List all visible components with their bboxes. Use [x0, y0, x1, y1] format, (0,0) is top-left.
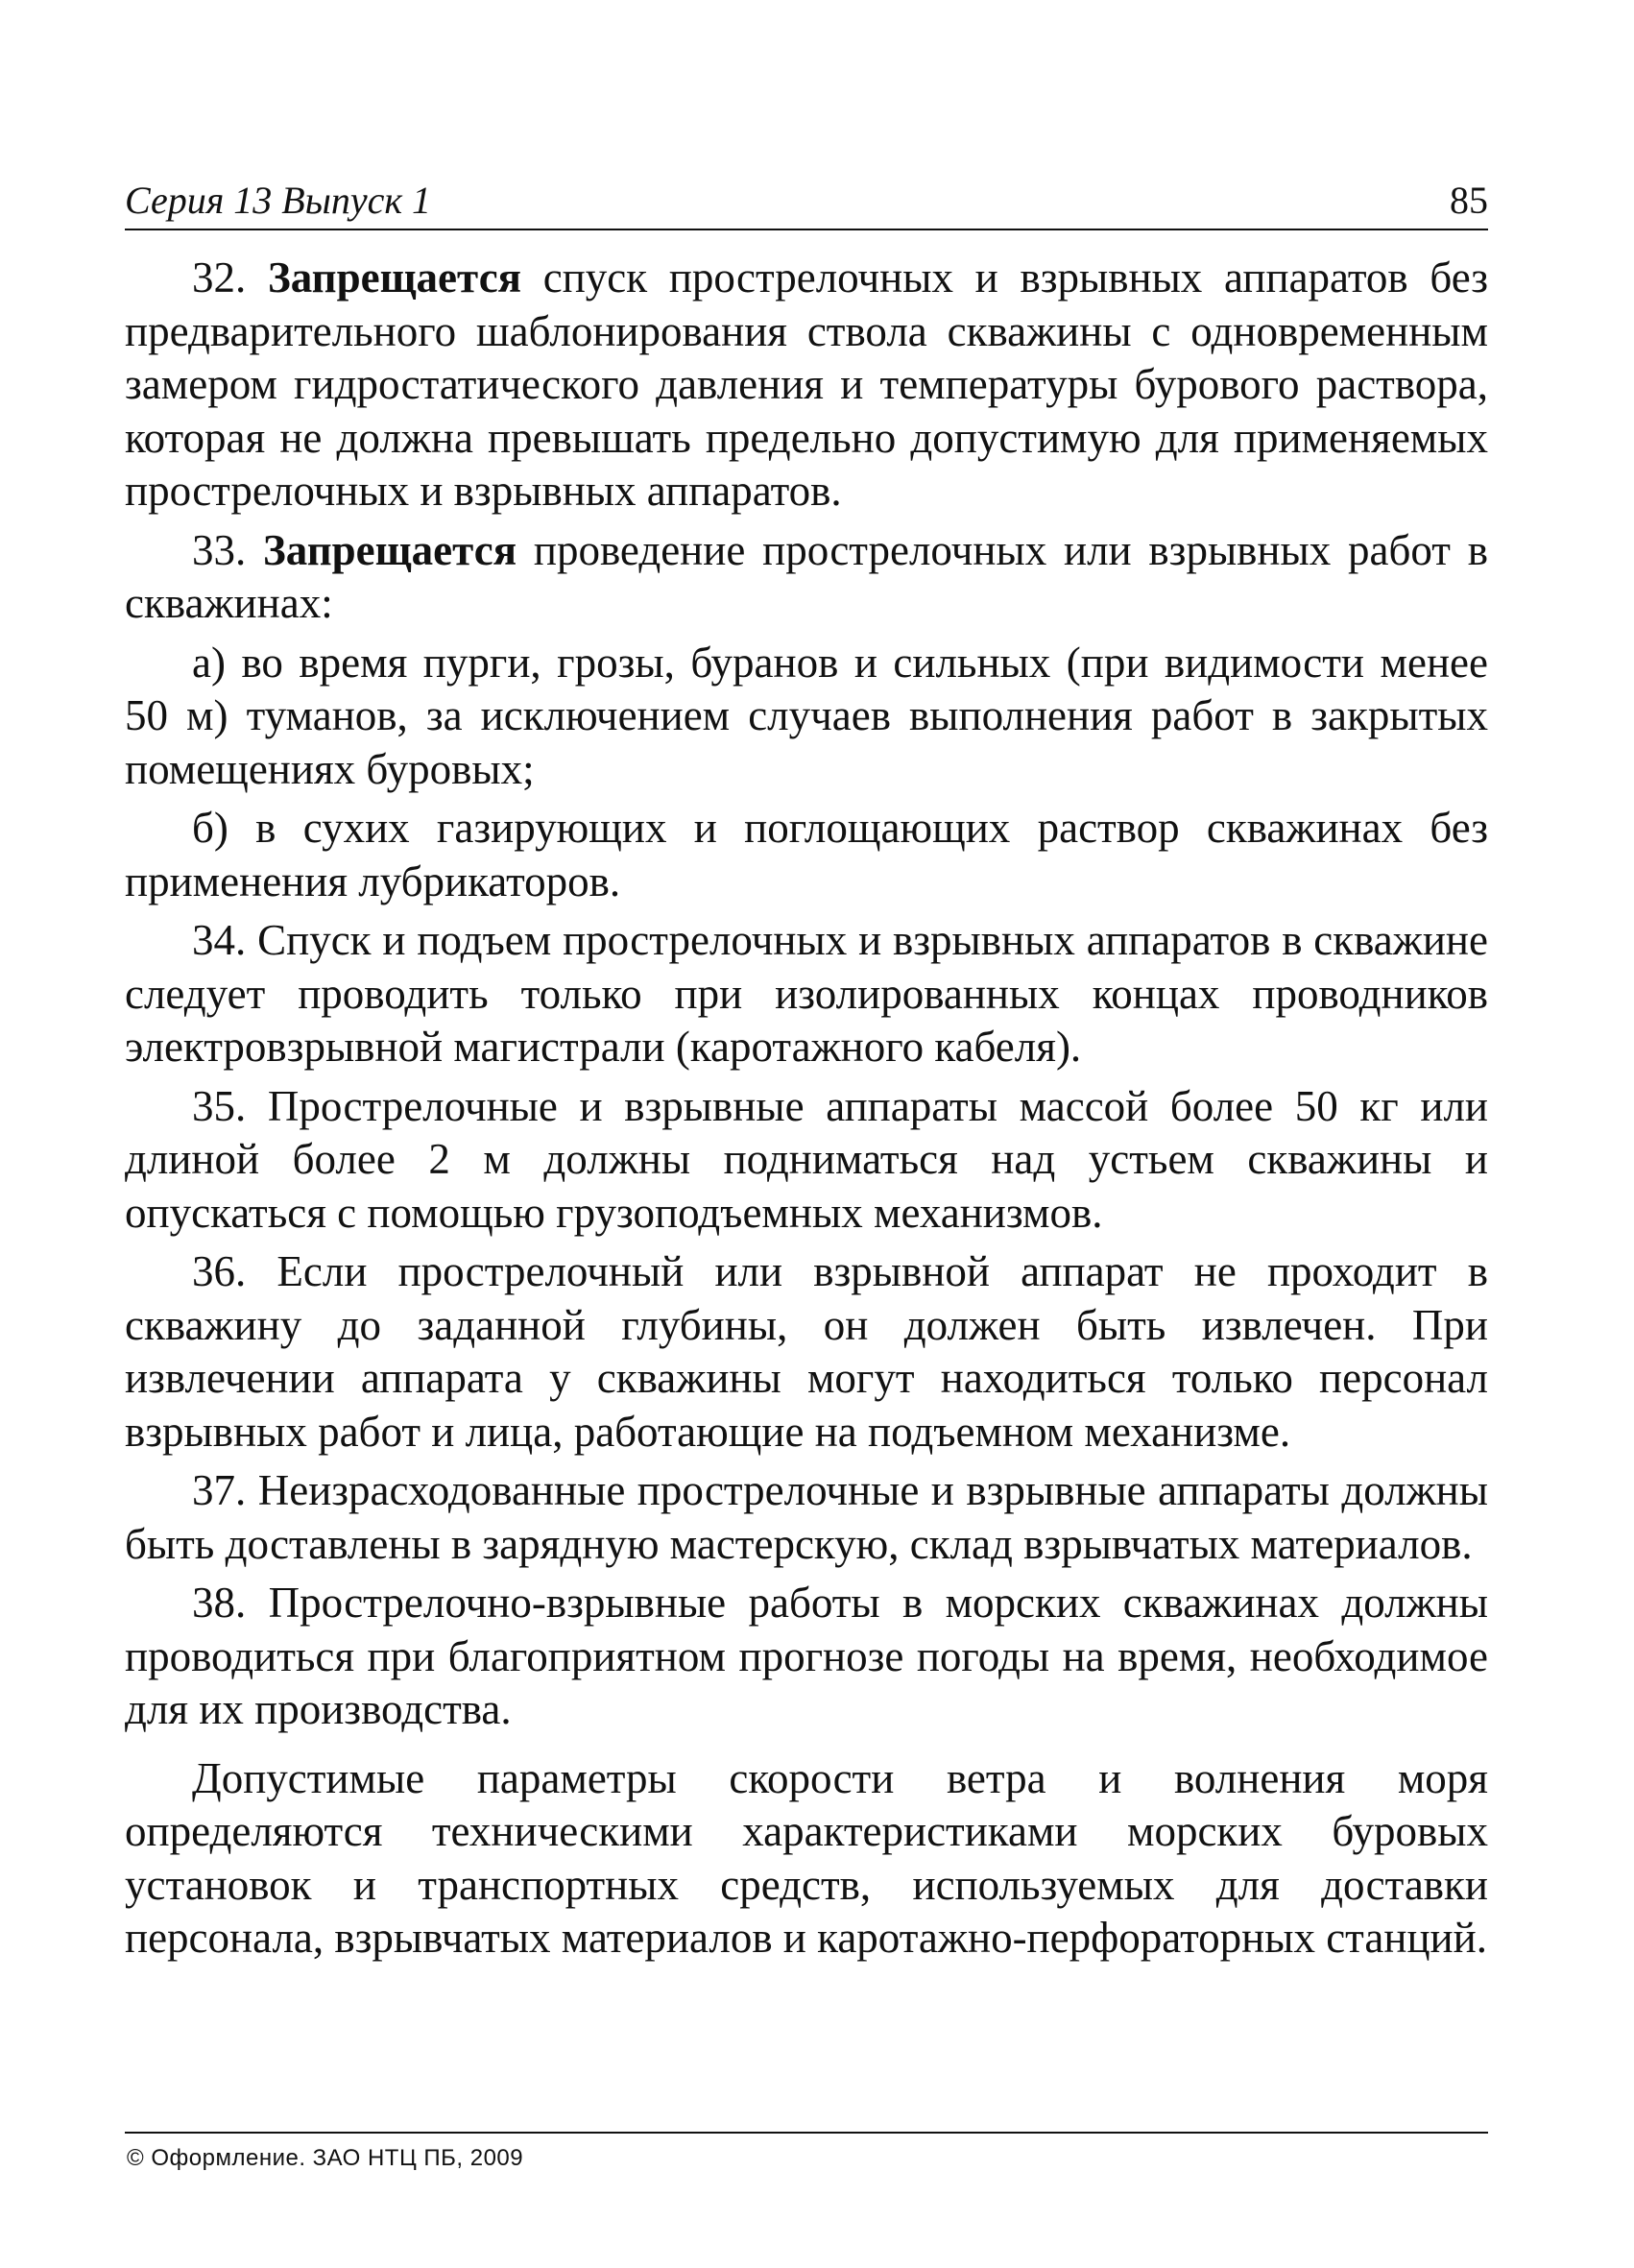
paragraph-text: б) в сухих газирующих и поглощающих раствор скважинах без применения лубрикаторов.: [125, 804, 1488, 905]
emphasis-text: Запрещается: [263, 525, 517, 574]
paragraph-text: 36. Если прострелочный или взрывной аппарат не проходит в скважину до заданной глубины, он должен быть извлечен. При извлечении аппарата у скважины могут находиться только персонал взрывных работ и лица, работающие на подъемном механизме.: [125, 1247, 1488, 1456]
paragraph-33b: [125, 802, 1488, 908]
paragraph-37: [125, 1464, 1488, 1571]
paragraph-lead: 33.: [192, 525, 264, 574]
paragraph-text: спуск прострелочных и взрывных аппаратов без предварительного шаблонирования ствола скважины с одновременным замером гидростатического давления и температуры бурового раствора, которая не должна превышать предельно допустимую для применяемых прострелочных и взрывных аппаратов.: [125, 253, 1488, 515]
paragraph-text: Допустимые параметры скорости ветра и волнения моря определяются техническими характеристиками морских буровых установок и транспортных средств, используемых для доставки персонала, взрывчатых материалов и каротажно-перфораторных станций.: [125, 1753, 1488, 1962]
paragraph-33: [125, 524, 1488, 631]
footer-divider: [125, 2132, 1488, 2134]
series-title: Серия 13 Выпуск 1: [125, 179, 432, 222]
paragraph-lead: 32.: [192, 253, 268, 302]
emphasis-text: Запрещается: [267, 253, 522, 302]
footer-copyright: © Оформление. ЗАО НТЦ ПБ, 2009: [127, 2145, 524, 2171]
paragraph-text: 37. Неизрасходованные прострелочные и взрывные аппараты должны быть доставлены в зарядную мастерскую, склад взрывчатых материалов.: [125, 1466, 1488, 1568]
paragraph-32: [125, 252, 1488, 519]
paragraph-33a: [125, 637, 1488, 797]
paragraph-text: 35. Прострелочные и взрывные аппараты массой более 50 кг или длиной более 2 м должны подниматься над устьем скважины и опускаться с помощью грузоподъемных механизмов.: [125, 1081, 1488, 1237]
paragraph-text: 34. Спуск и подъем прострелочных и взрывных аппаратов в скважине следует проводить только при изолированных концах проводников электровзрывной магистрали (каротажного кабеля).: [125, 916, 1488, 1071]
paragraph-text: проведение прострелочных или взрывных работ в скважинах:: [125, 525, 1489, 627]
paragraph-38: [125, 1577, 1488, 1737]
paragraph-35: [125, 1080, 1488, 1241]
paragraph-36: [125, 1245, 1488, 1459]
page-header: [125, 177, 1488, 230]
paragraph-38-note: [125, 1752, 1488, 1966]
document-body: [125, 252, 1488, 1971]
page-number: 85: [1450, 179, 1488, 222]
paragraph-34: [125, 914, 1488, 1074]
paragraph-text: 38. Прострелочно-взрывные работы в морских скважинах должны проводиться при благоприятном прогнозе погоды на время, необходимое для их производства.: [125, 1579, 1488, 1733]
paragraph-text: а) во время пурги, грозы, буранов и сильных (при видимости менее 50 м) туманов, за исключением случаев выполнения работ в закрытых помещениях буровых;: [125, 638, 1488, 793]
